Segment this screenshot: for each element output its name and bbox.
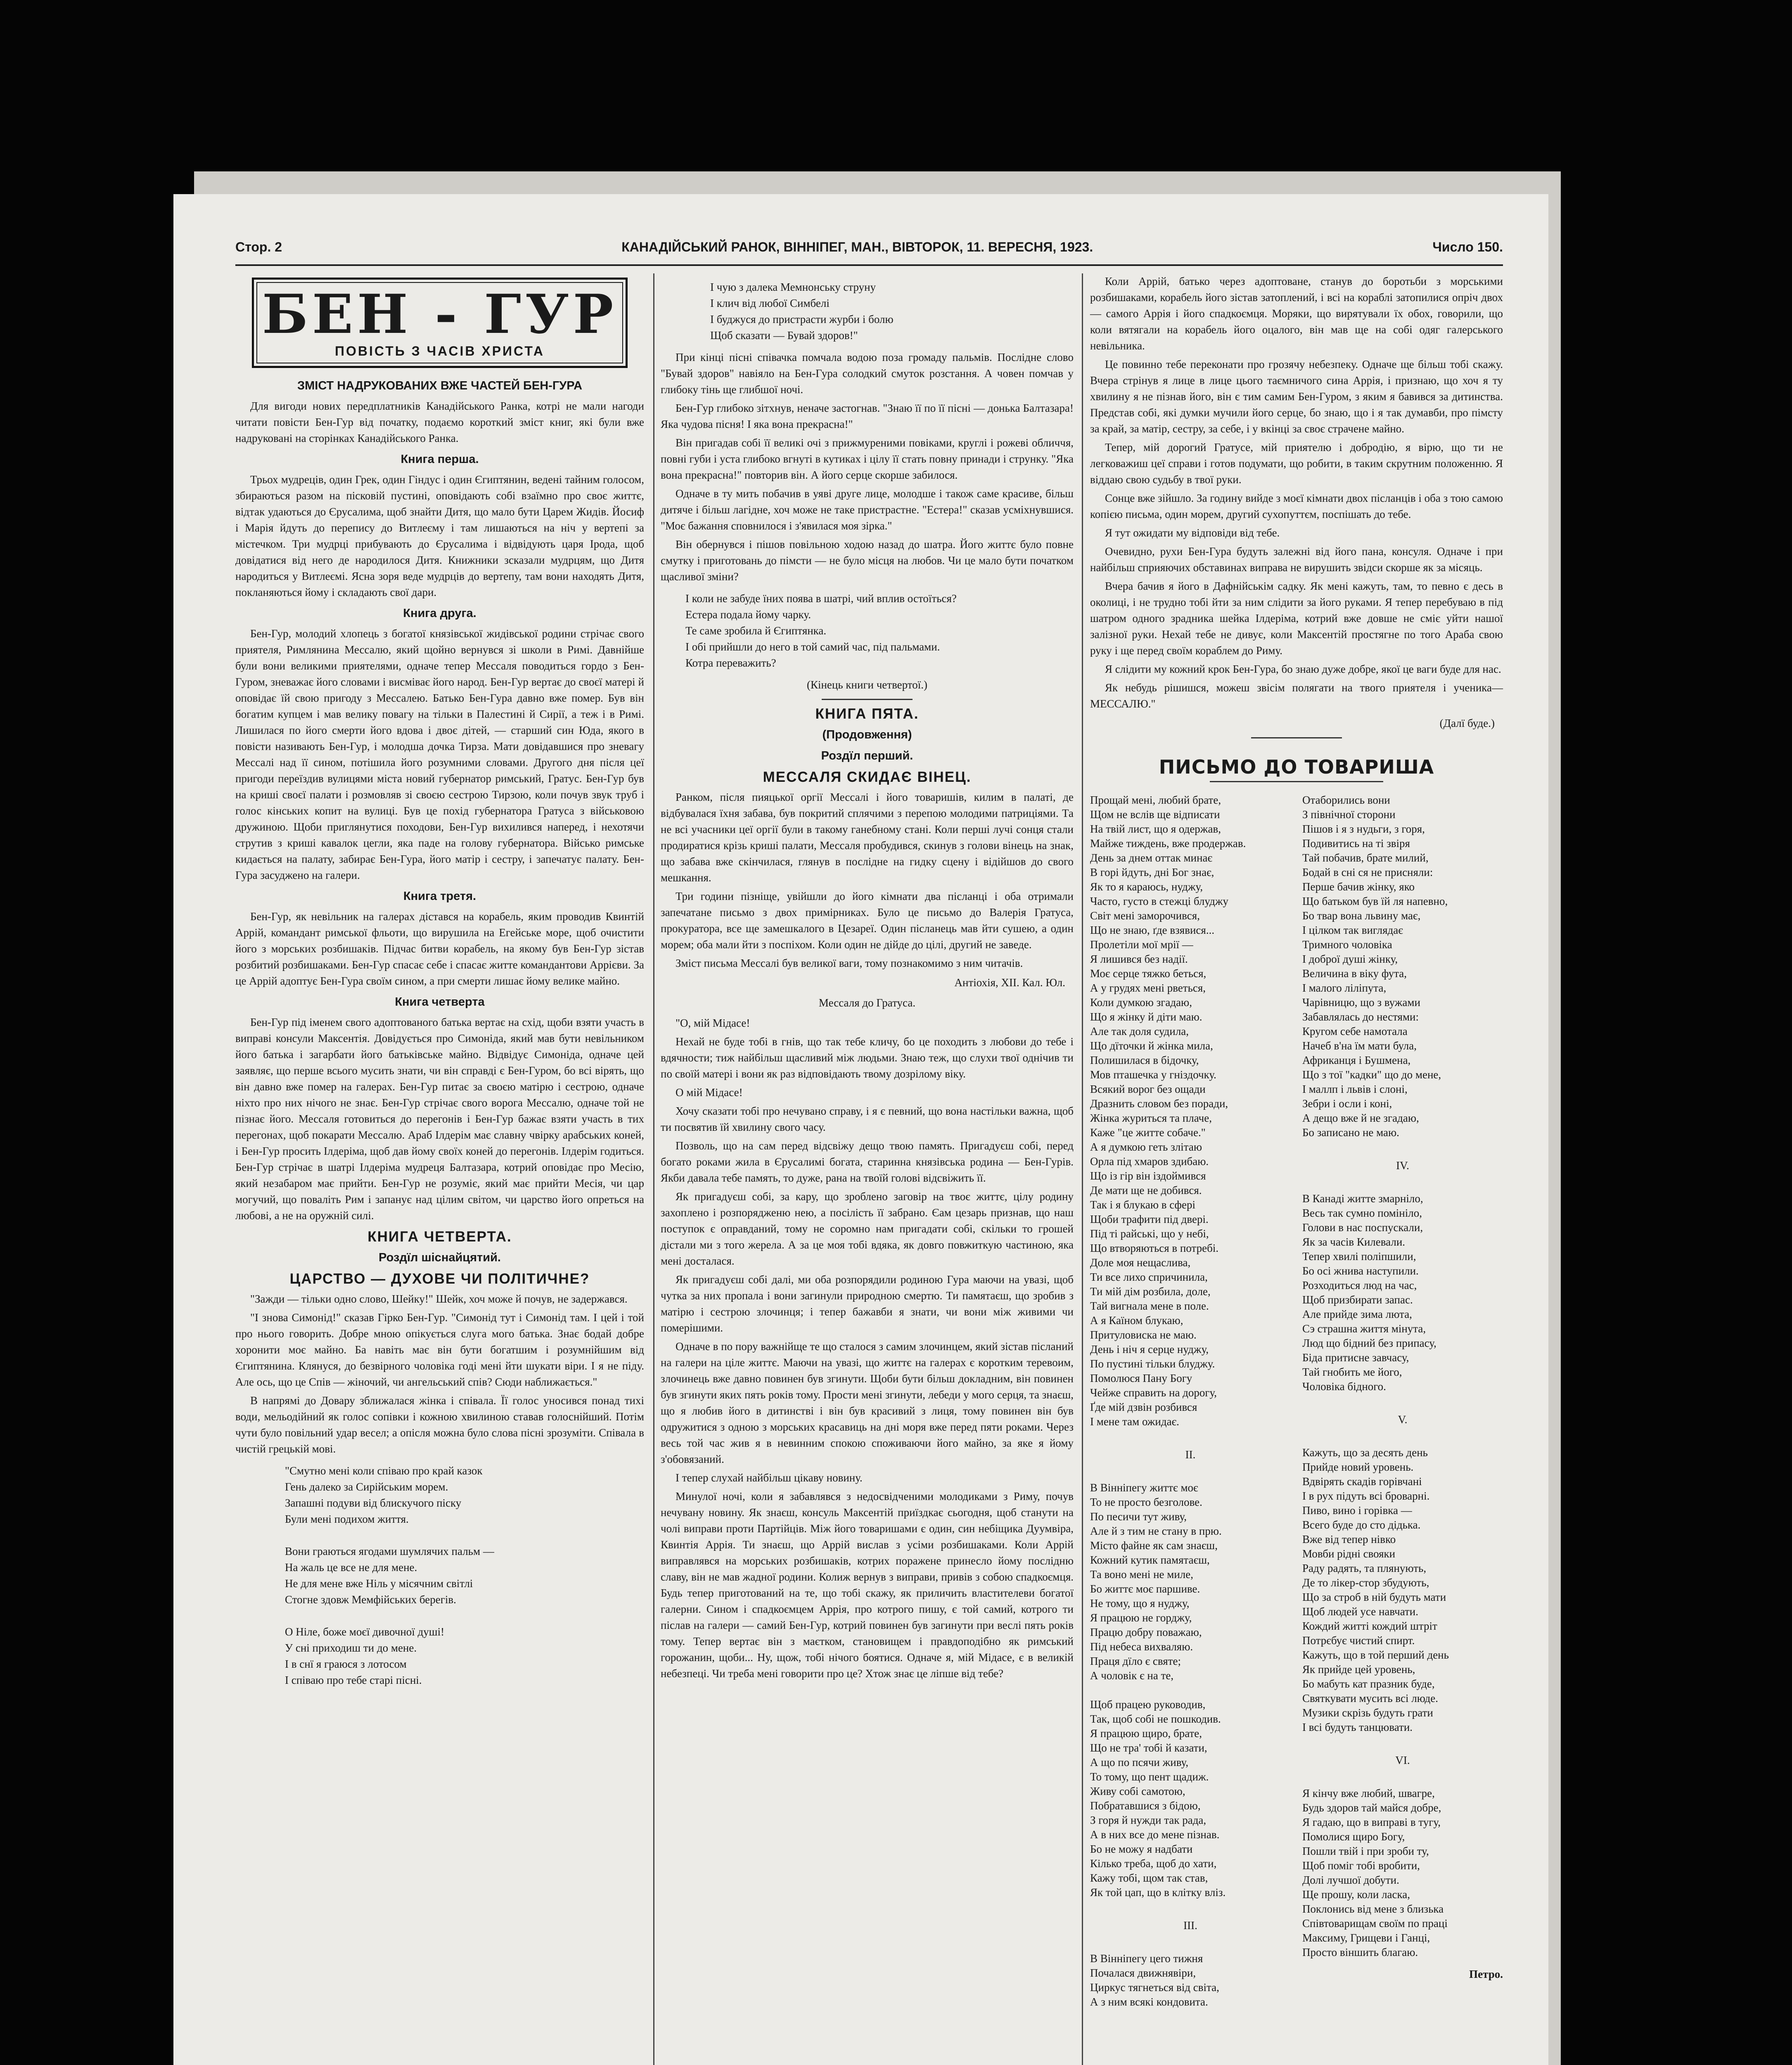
chapter-heading: Роздїл перший. <box>821 749 913 762</box>
poem-line: Бо записано не маю. <box>1302 1126 1399 1139</box>
poem-line: VI. <box>1395 1754 1410 1766</box>
poem-line: Так і я блукаю в сфері <box>1090 1199 1196 1211</box>
poem-line: Де мати ще не добився. <box>1090 1184 1202 1196</box>
poem-line: Вже від тепер нівко <box>1302 1533 1396 1545</box>
poem-line: По пустині тільки блуджу. <box>1090 1358 1215 1370</box>
poem-line: В Вінніпегу життє моє <box>1090 1481 1198 1494</box>
poem-line: Перше бачив жінку, яко <box>1302 881 1415 893</box>
poem-line: Прийде новий уровень. <box>1302 1461 1414 1473</box>
poem-line: Побратавшися з бідою, <box>1090 1799 1201 1812</box>
poem-line: Притуловиска не маю. <box>1090 1329 1197 1341</box>
poem-line: Я гадаю, що в виправі в тугу, <box>1302 1816 1441 1828</box>
poem-line: В Канаді житте змарніло, <box>1302 1192 1423 1205</box>
poem-line: Тай побачив, брате милий, <box>1302 852 1429 864</box>
letter-place-date: Антіохія, XII. Кал. Юл. <box>954 976 1065 989</box>
poem-line: А у грудях мені рветься, <box>1090 982 1206 994</box>
poem-line <box>1302 1772 1503 1786</box>
poem-line <box>1090 1900 1291 1914</box>
letter-paragraph: Сонце вже зійшло. За годину вийде з моєї кімнати двох післанців і оба з тою самою копією письма, один морем, другий сухопуттєм, поспішать до тебе. <box>1090 492 1503 520</box>
poem-line: Пиво, вино і горівка — <box>1302 1504 1412 1517</box>
poem-line: Місто файне як сам знаєш, <box>1090 1539 1218 1552</box>
poem-line: Поклонись від мене з близька <box>1302 1903 1444 1915</box>
poem-line: Сэ страшна життя мінута, <box>1302 1322 1426 1335</box>
poem-line <box>1302 1735 1503 1749</box>
poem-line: Пошли твій і при зроби ту, <box>1302 1845 1429 1857</box>
poem-line: Тай гнобить ме його, <box>1302 1366 1402 1378</box>
serial-title: БЕН - ГУР <box>262 282 618 346</box>
chapter-title: МЕССАЛЯ СКИДАЄ ВІНЕЦ. <box>763 769 972 785</box>
poem-line: Чейже справить на дорогу, <box>1090 1386 1217 1399</box>
poem-line: Розходиться люд на час, <box>1302 1279 1417 1291</box>
poem-line: І всі будуть танцювати. <box>1302 1721 1413 1733</box>
poem-line: Африканця і Бушмена, <box>1302 1054 1411 1066</box>
newspaper-page <box>173 194 1548 2065</box>
story-paragraph: "Зажди — тільки одно слово, Шейку!" Шейк, хоч може й почув, не задержався. <box>250 1293 628 1305</box>
poem-line: Я працюю щиро, брате, <box>1090 1727 1202 1740</box>
poem-line: Я лишився без надії. <box>1090 953 1188 965</box>
poem-line: Музики скрізь будуть грати <box>1302 1707 1433 1719</box>
poem-line: Що батьком був їй ля напевно, <box>1302 895 1448 907</box>
poem-line: Голови в нас поспускали, <box>1302 1221 1423 1234</box>
poem-line: Тепер хвилі поліпшили, <box>1302 1250 1416 1263</box>
verse-passage <box>661 591 1074 671</box>
story-paragraph: "І знова Симонід!" сказав Гірко Бен-Гур. "Симонід тут і Симонід там. І цей і той про нього говорить. Добре мною опікується слуга мого батька. Знає бодай добре хоронити моє майно. Ба навіть має він бути богатшим і розумнійшим від Єгиптянина. Клянуся, до безвірного чоловіка годі мені йти шукати віри. І я не піду. Але ось, що це Спів — жіночий, чи ангельський спів? Сюди наближається." <box>235 1311 644 1388</box>
masthead <box>235 240 1503 266</box>
poem-line: Але й з тим не стану в прю. <box>1090 1525 1222 1537</box>
poem-line: Орла під хмаров здибаю. <box>1090 1155 1209 1168</box>
poem-title-rule <box>1210 781 1383 782</box>
song-line: І клич від любої Симбелі <box>710 297 830 309</box>
poem-line: Кажу тобі, щом так став, <box>1090 1872 1208 1884</box>
poem-line: Помолися щиро Богу, <box>1302 1830 1405 1843</box>
story-paragraph: Він пригадав собі її великі очі з прижмуреними повіками, круглі і рожеві обличчя, повні губи і уста глибоко вгнуті в кутиках і цілу її стать повну принади і струнку. "Яка вона прекрасна!" повторив він. А його серце скорше забилося. <box>661 437 1074 481</box>
poem-line: Майже тиждень, вже продержав. <box>1090 837 1246 850</box>
poem-line: По песичи тут живу, <box>1090 1510 1187 1523</box>
poem-line: Кругом себе намотала <box>1302 1025 1408 1037</box>
poem-line: Пішов і я з нудьги, з горя, <box>1302 823 1425 835</box>
poem-line: Всякий ворог без ощади <box>1090 1083 1206 1095</box>
poem-line: Чарівницю, що з вужами <box>1302 996 1420 1009</box>
letter-paragraph: Як небудь рішишся, можеш звісім полягати на твого приятеля і ученика—МЕССАЛЮ." <box>1090 681 1503 710</box>
letter-paragraph: Одначе в по пору важнійще те що сталося з самим злочинцем, який зістав післаний на галери на ціле життє. Маючи на увазі, що життє на галерах є коротким теревоим, злочинець вже давно повинен був згинути. Щоби бути більш докладним, він повинен був згинути яких пять років тому. Прости мені згинути, лебеди у мого серця, та знаєш, що я любив його в дитинстві і він був красивий з лиця, тому повинен він був одружитися з одною з морських красавиць на дні моря вже перед пяти роками. Через весь той час жив я в невинним спокою споживаючи його майно, за яке я йому з'обовязаний. <box>661 1340 1074 1465</box>
story-paragraph: Він обернувся і пішов повільною ходою назад до шатра. Його життє було повне смутку і приготовань до пімсти — не було місця на любов. Чи це мало бути початком щасливої зміни? <box>661 538 1074 583</box>
poem-line: Бо твар вона львину має, <box>1302 909 1421 922</box>
verse-line: Котра переважить? <box>685 657 776 669</box>
poem-line: А чоловік є на те, <box>1090 1669 1174 1682</box>
poem-line: Святкувати мусить всі люде. <box>1302 1692 1438 1704</box>
poem-line: Бо осі жнива наступили. <box>1302 1265 1419 1277</box>
poem-line: Зебри і осли і коні, <box>1302 1097 1392 1110</box>
song-line: І співаю про тебе старі пісні. <box>285 1674 422 1686</box>
poem-line: Як то я караюсь, нуджу, <box>1090 881 1203 893</box>
poem-line: Що не тра' тобі й казати, <box>1090 1742 1207 1754</box>
poem-line: Але прийде зима люта, <box>1302 1308 1412 1320</box>
poem-line: Весь так сумно помініло, <box>1302 1207 1422 1219</box>
poem-line: А я думкою геть злітаю <box>1090 1141 1202 1153</box>
poem-signature: Петро. <box>1469 1968 1503 1980</box>
poem-line: І мене там ожидає. <box>1090 1415 1179 1428</box>
song-line: "Смутно мені коли співаю про край казок <box>285 1464 483 1477</box>
verse-line: Те саме зробила й Єгиптянка. <box>685 624 827 637</box>
poem-line: З північної сторони <box>1302 808 1396 821</box>
poem-line: З горя й нужди так рада, <box>1090 1814 1207 1826</box>
poem-line: Кілько треба, щоб до хати, <box>1090 1857 1217 1870</box>
poem-line <box>1090 1466 1291 1481</box>
poem-line: І доброї душі жінку, <box>1302 953 1398 965</box>
story-paragraph: Зміст письма Мессалі був великої ваги, тому познакомимо з ним читачів. <box>676 957 1023 969</box>
column-3 <box>1090 273 1503 2065</box>
letter-paragraph: Я тут ожидати му відповіди від тебе. <box>1105 527 1280 539</box>
poem-line: Кожний кутик памятаєш, <box>1090 1554 1210 1566</box>
poem-line: В горі йдуть, дні Бог знає, <box>1090 866 1214 878</box>
poem-line: День і ніч я серце нуджу, <box>1090 1343 1209 1355</box>
poem-line: Щоб працею руководив, <box>1090 1698 1206 1711</box>
poem-body <box>1090 793 1503 2009</box>
song-verses <box>235 1463 644 1688</box>
column-divider <box>1082 273 1083 2065</box>
poem-line: Потрєбує чистий спирт. <box>1302 1634 1415 1647</box>
letter-paragraph: Вчера бачив я його в Дафнійськім садку. Як мені кажуть, там, то певно є десь в околиці, і не трудно тобі йти за ним слідити за його руками. Я тепер перебуваю в під шатром одного зрадника шейка Ілдеріма, котрий вже довше не сміє уйти нашої залізної руки. Нехай тебе не дивує, коли Максентій простягне по того Араба свою руку і ще перед своїм кораблем до Риму. <box>1090 580 1503 657</box>
letter-paragraph: Очевидно, рухи Бен-Гура будуть залежні від його пана, консуля. Одначе і при найбільш сприяючих обставинах виправа не вирушить звідси скорше як за місяць. <box>1090 545 1503 574</box>
poem-line: Тримного чоловіка <box>1302 938 1392 951</box>
poem-line: Просто віншить благаю. <box>1302 1946 1418 1958</box>
story-paragraph: Одначе в ту мить побачив в уяві друге лице, молодше і також саме красиве, більш дитяче і більш лагідне, хоч може не таке пристрастне. "Естера!" сказав усміхнувшися. "Моє бажання сповнилося і з'явилася моя зірка." <box>661 487 1074 532</box>
poem-line: А з ним всякі кондовита. <box>1090 1996 1208 2008</box>
poem-line: Бодай в сні ся не присняли: <box>1302 866 1433 878</box>
poem-line: Подивитись на ті звіря <box>1302 837 1410 850</box>
poem-line: А що по псячи живу, <box>1090 1756 1189 1768</box>
poem-line: Що з тої "кадки" що до мене, <box>1302 1068 1441 1081</box>
poem-line: І маллп і львів і слоні, <box>1302 1083 1408 1095</box>
poem-line: А я Каїном блукаю, <box>1090 1314 1183 1327</box>
poem-line: Забавлялась до нестями: <box>1302 1011 1419 1023</box>
poem-line: Циркус тягнеться від світа, <box>1090 1981 1219 1994</box>
poem-line: Співтоварищам своїм по праці <box>1302 1917 1448 1930</box>
poem-line: Що дїточки й жінка мила, <box>1090 1040 1213 1052</box>
poem-line: Отаборились вони <box>1302 794 1390 806</box>
poem-line: Чоловіка бідного. <box>1302 1380 1386 1393</box>
letter-address: Мессаля до Гратуса. <box>818 997 916 1009</box>
poem-line: День за днем оттак минає <box>1090 852 1213 864</box>
song-line <box>235 1527 644 1543</box>
poem-line: То не просто безголове. <box>1090 1496 1202 1508</box>
poem-line: Долі лучшої добути. <box>1302 1874 1399 1886</box>
story-paragraph: Ранком, після пияцької оргії Мессалі і його товаришів, килим в палаті, де відбувалася їхня забава, був покритий сплячими з перепою молодими патриціями. Та не всі учасники цеї оргії були в такому ганебному стані. Коли перші лучі сонця стали продиратися крізь криші палати, Мессаля пробудився, скинув з голови вінець на знак, що забава вже скінчилася, глянув в послідне на гидку сцену і відійшов до свого мешкання. <box>661 791 1074 884</box>
poem-line: На твій лист, що я одержав, <box>1090 823 1221 835</box>
poem-line: Що за строб в ній будуть мати <box>1302 1591 1446 1603</box>
column-1 <box>235 273 644 2065</box>
book2-heading: Книга друга. <box>403 607 476 620</box>
poem-title: ПИСЬМО ДО ТОВАРИША <box>1159 756 1434 778</box>
end-of-book-note: (Кінець книги четвертої.) <box>806 679 927 691</box>
poem-line: Пролетіли мої мрії — <box>1090 938 1193 951</box>
letter-paragraph: Позволь, що на сам перед відсвіжу дещо твою память. Пригадуєш собі, перед богато роками жила в Єрусалимі богата, старинна князівська родина — Бен-Гурів. Якби давала тебе память, то дуже, рана на твоїй голові відсвіжить її. <box>661 1139 1074 1184</box>
poem-line: Що із гір він іздоймився <box>1090 1170 1206 1182</box>
book2-summary: Бен-Гур, молодий хлопець з богатої князівської жидівської родини стрічає свого приятеля, Римлянина Мессалю, який щойно вернувся зі школи в Римі. Давнійше були вони великими приятелями, одначе тепер Мессаля поводиться гордо з Бен-Гуром, зневажає його словами і висміває його народ. Бен-Гур вертає до своєї матері й оповідає їй свою пригоду з Мессалею. Батько Бен-Гура давно вже помер. Був він богатим купцем і мав велику повагу на тільки в Палестині й Сирії, а теж і в Римі. Лишилася по його смерти його вдова і двоє дітей, — старший син Юда, якого в повісти називають Бен-Гур, і молодша дочка Тирза. Мати довідавшися про зневагу Мессалі над її сином, потішила його розумними словами. Другого дня після цеї пригоди переїздив вулицями міста новий губернатор римський, Гратус. Бен-Гур був на криші своєї палати і розмовляв зі своєю сестрою Тирзою, коли почув звук труб і голос кінських копит на вулиці. Був це похід губернатора Гратуса з військовою дружиною. Щоби приглянутися походови, Бен-Гур вихилився наперед, і нехотячи струтив з криші кавалок цегли, яка паде на голову губернатора. Військо римське кидається на палату, забирає Бен-Гура, його матір і сестру, і запечатує палату. Бен-Гура засуджено на галери. <box>235 627 644 881</box>
song-line: Були мені подихом життя. <box>285 1513 409 1525</box>
poem-line: Щоб призбирати запас. <box>1302 1294 1413 1306</box>
song-line: У сні приходиш ти до мене. <box>285 1642 417 1654</box>
poem-line <box>1302 1431 1503 1446</box>
section-rule <box>1251 737 1342 738</box>
poem-line: Кождий житті кождий штріт <box>1302 1620 1437 1632</box>
story-paragraph: В напрямі до Довару зближалася жінка і співала. Її голос уносився понад тихі води, мельодійний як голос сопівки і кожною хвилиною ставав голоснійший. Потім чути було повільний удар весел; а опісля можна було слова пісні зрозуміти. Співала в чистій грецькій мові. <box>235 1394 644 1455</box>
poem-line <box>1090 1937 1291 1951</box>
poem-line: І малого ліліпута, <box>1302 982 1387 994</box>
book4-heading: Книга четверта <box>395 995 485 1009</box>
song-verses-continued <box>661 279 1074 344</box>
song-line: І чую з далека Мемнонську струну <box>710 281 876 293</box>
poem-line: Щоб поміг тобі вробити, <box>1302 1859 1420 1872</box>
poem-line: Я кінчу вже любий, швагре, <box>1302 1787 1435 1799</box>
letter-paragraph: І тепер слухай найбільш цікаву новину. <box>676 1472 863 1484</box>
song-line: На жаль це все не для мене. <box>285 1561 417 1574</box>
continuation-note: (Продовження) <box>822 728 912 741</box>
poem-line: V. <box>1398 1413 1408 1426</box>
song-line: І в снї я граюся з лотосом <box>285 1658 407 1670</box>
poem-line: Ще прошу, коли ласка, <box>1302 1888 1410 1901</box>
poem-line: То тому, що пент щадиж. <box>1090 1771 1209 1783</box>
book3-heading: Книга третя. <box>403 890 476 903</box>
poem-line: Мов пташечка у гніздочку. <box>1090 1068 1216 1081</box>
story-paragraph: Три години пізніще, увійшли до його кімнати два післанці і оба отримали запечатане письмо з двох примірниках. Було це письмо до Валерія Гратуса, прокуратора, все ще замешкалого в Цезареї. Один післанець мав йти сушею, а один морем; оба мали йти з поспіхом. Коли один не дійде до цілі, другий не заведе. <box>661 890 1074 951</box>
poem-line: Як прийде цей уровень, <box>1302 1663 1415 1676</box>
poem-line <box>1090 1683 1291 1697</box>
song-line <box>235 1608 644 1624</box>
book5-heading: КНИГА ПЯТА. <box>815 706 919 722</box>
book1-heading: Книга перша. <box>401 453 479 466</box>
poem-line: III. <box>1183 1919 1197 1932</box>
poem-line: Раду радять, та плянують, <box>1302 1562 1427 1574</box>
poem-line: Працю добру поважаю, <box>1090 1626 1202 1638</box>
song-line: Запашні подуви від блискучого піску <box>285 1497 462 1509</box>
poem-line: Всего буде до сто дідька. <box>1302 1519 1421 1531</box>
poem-line: Величина в віку фута, <box>1302 967 1407 980</box>
poem-line: Моє серце тяжко беться, <box>1090 967 1207 980</box>
poem-line: Я працюю не горджу, <box>1090 1612 1192 1624</box>
letter-paragraph: Хочу сказати тобі про нечувано справу, і я є певний, що вона настільки важна, щоб ти посвятив їй хвилину свого часу. <box>661 1105 1074 1133</box>
issue-number: Число 150. <box>1432 240 1503 254</box>
poem-line: Доле моя нещаслива, <box>1090 1256 1191 1269</box>
chapter-heading: Роздїл шіснайцятий. <box>379 1251 501 1264</box>
poem-line: Полишилася в бідочку, <box>1090 1054 1199 1066</box>
book1-summary: Трьох мудреців, один Грек, один Гіндус і один Єгиптянин, ведені тайним голосом, збираються разом на пісковій пустині, оповідають собі взаїмно про своє життє, відтак удаються до Єрусалима, щоб знайти Дитя, що мало бути Царем Жидів. Йосиф і Марія йдуть до перепису до Витлеєму і там лишаються на ніч у вертепі за містечком. Три мудрці прибувають до Єрусалима і відвідують царя Ірода, щоб довідатися від него де народилося Дитя. Книжники зсказали мудрцям, що Дитя народиться у Витлеємі. Ясна зоря веде мудрців до вертепу, там вони находять Дитя, покланяються йому і складають свої дари. <box>235 473 644 598</box>
poem-line: Коли думкою згадаю, <box>1090 996 1192 1009</box>
poem-line: Часто, густо в стежці блуджу <box>1090 895 1229 907</box>
poem-line: Тай вигнала мене в поле. <box>1090 1300 1209 1312</box>
poem-line: Під ті райські, що у небі, <box>1090 1227 1209 1240</box>
summary-intro: Для вигоди нових передплатників Канадійського Ранка, котрі не мали нагоди читати повісти Бен-Гур від початку, подаємо короткий зміст книг, які були вже надруковані на сторінках Канадійського Ранка. <box>235 400 644 444</box>
poem-line: А в них все до мене пізнав. <box>1090 1828 1220 1841</box>
poem-line: Щоби трафити під двері. <box>1090 1213 1209 1225</box>
poem-line: В Вінніпегу цего тижня <box>1090 1952 1203 1965</box>
poem-line: Жінка журиться та плаче, <box>1090 1112 1212 1124</box>
verse-line: Естера подала йому чарку. <box>685 608 811 621</box>
summary-heading: ЗМІСТ НАДРУКОВАНИХ ВЖЕ ЧАСТЕЙ БЕН-ГУРА <box>297 379 583 392</box>
poem-line: Люд що бідний без припасу, <box>1302 1337 1436 1349</box>
poem-line: Почалася движнявіри, <box>1090 1967 1196 1979</box>
poem-line: Бо не можу я надбати <box>1090 1843 1193 1855</box>
poem-line: Ґде мій дзвін розбився <box>1090 1401 1197 1413</box>
story-paragraph: Бен-Гур глибоко зітхнув, неначе застогнав. "Знаю її по її пісні — донька Балтазара! Яка чудова пісня! І яка вона прекрасна!" <box>661 402 1074 430</box>
poem-line: Ти все лихо спричинила, <box>1090 1271 1208 1283</box>
song-line: О Ніле, боже моєї дивочної душі! <box>285 1626 445 1638</box>
poem-line: II. <box>1185 1448 1196 1461</box>
book4-section-heading: КНИГА ЧЕТВЕРТА. <box>367 1229 512 1245</box>
poem-line: Так, щоб собі не пошкодив. <box>1090 1713 1221 1725</box>
poem-line: Кажуть, що за десять день <box>1302 1446 1428 1459</box>
poem-line: Не тому, що я нуджу, <box>1090 1597 1190 1609</box>
section-rule <box>822 699 913 700</box>
poem-line <box>1302 1140 1503 1154</box>
poem-line: Живу собі самотою, <box>1090 1785 1185 1797</box>
letter-salutation: "О, мій Мідасе! <box>676 1017 750 1029</box>
poem-line: Світ мені заморочився, <box>1090 909 1200 922</box>
poem-column-left <box>1090 793 1291 2009</box>
verse-line: І обі прийшли до него в той самий час, під пальмами. <box>685 641 940 653</box>
poem-line: Біда притисне завчасу, <box>1302 1351 1409 1364</box>
poem-line: Вдвірять скадів горівчані <box>1302 1475 1422 1488</box>
poem-line: Щом не вслів ще відписати <box>1090 808 1220 821</box>
column-2 <box>661 273 1074 2065</box>
letter-paragraph: Як пригадуєш собі, за кару, що зроблено заговір на твоє життє, цілу родину захоплено і розпорядженю нею, а посілість її забрано. Єам цезарь признав, що наш поступок є оправданий, тому не соромно нам пригадати собі, скільки то грошей дістали ми з того жерела. А за це моя тобі вдяка, як довго повжиткую частиною, яка мені досталася. <box>661 1190 1074 1267</box>
poem-line: Що не знаю, ґде взявися... <box>1090 924 1215 936</box>
poem-line: Що я жінку й діти маю. <box>1090 1011 1202 1023</box>
columns <box>235 273 1503 2065</box>
story-paragraph: При кінці пісні співачка помчала водою поза громаду пальмів. Послідне слово "Бувай здоров" навіяло на Бен-Гура солодкий смуток розстання. А човен помчав у глибоку тінь ще глибшої ночі. <box>661 351 1074 396</box>
poem-line: Та воно мені не миле, <box>1090 1568 1194 1581</box>
poem-line: Максиму, Грищеви і Ганці, <box>1302 1932 1430 1944</box>
chapter-title: ЦАРСТВО — ДУХОВЕ ЧИ ПОЛІТИЧНЕ? <box>289 1271 590 1287</box>
letter-paragraph: Це повинно тебе переконати про грозячу небезпеку. Одначе ще більш тобі скажу. Вчера стрінув я лице в лице цього таємничого сина Аррія, і признаю, що хоч я ту хвилину я не пізнав його, він є тим самим Бен-Гуром, з яким я бавився за дитинства. Представ собі, які думки мучили його серце, бо знаю, що і я так думавби, про пімсту за край, за матір, сестру, за себе, і у вкінці за своє страчене майно. <box>1090 358 1503 435</box>
newspaper-dateline: КАНАДІЙСЬКИЙ РАНОК, ВІННІПЕГ, МАН., ВІВТОРОК, 11. ВЕРЕСНЯ, 1923. <box>621 240 1093 254</box>
letter-paragraph: Як пригадуєш собі далі, ми оба розпорядили родиною Гура маючи на увазі, щоб чутка за них пропала і вони загинули природною смертю. Ти памятаєш, що зробив з матірю і сестрою злочинця; і тепер бажавби я знати, чи вони між живими чи померішими. <box>661 1273 1074 1334</box>
poem-line: Бо мабуть кат празник буде, <box>1302 1678 1435 1690</box>
poem-line: Як за часів Килевали. <box>1302 1236 1406 1248</box>
poem-line <box>1302 1177 1503 1192</box>
poem-line: Помолюся Пану Богу <box>1090 1372 1192 1384</box>
poem-line: Ти мій дім розбила, доле, <box>1090 1285 1211 1298</box>
poem-line: Мовби рідні свояки <box>1302 1548 1396 1560</box>
song-line: Стогне здовж Мемфійських берегів. <box>285 1593 456 1606</box>
poem-line: А дещо вже й не згадаю, <box>1302 1112 1419 1124</box>
poem-line: Дразнить словом без поради, <box>1090 1097 1228 1110</box>
poem-line: Праця дїло є святе; <box>1090 1655 1181 1667</box>
poem-line: Кажуть, що в той перший день <box>1302 1649 1449 1661</box>
letter-paragraph: Коли Аррій, батько через адоптоване, станув до боротьби з морськими розбишаками, корабель його зістав затоплений, і всі на кораблі затопилися опріч двох — самого Аррія і його спадкоємця. Моряки, що вирятували їх обох, говорили, що коли вятягали на корабель його оцалого, він мав ще на собі одяг галерського невільника. <box>1090 275 1503 352</box>
letter-paragraph: Минулої ночі, коли я забавлявся з недосвідченими молодиками з Риму, почув нечувану новину. Як знаєш, консуль Максентій приїздкає сьогодня, щоб станути на чолі виправи проти Партійців. Між його товаришами є один, син небіщика Дуумвіра, Квинтія Аррія. Ти знаєш, що Аррій вислав з усіми розбишаками. Коли Аррій виправлявся на морських розбишаків, котрих поражене принесло йому послідню славу, він не мав жадної родини. Колиж вернув з виправи, привів з собою спадкоємця. Будь тепер приготований на те, що тобі скажу, як приличить властителеви богатої галерни. Сином і спадкоємцем Аррія, про котрого пишу, є той самий, котрого ти післав на галери — самий Бен-Гур, котрий повинен був загинути при веслі пять років тому. Тепер вертає він з маєтком, становищем і правдоподібно як римський горожанин, щоби... Ну, щож, тобі нічого боятися. Одначе я, мій Мідасе, є в великій небезпеці. Чи треба мені говорити про це? Хтож знає це ліпше від тебе? <box>661 1490 1074 1680</box>
poem-line: І цілком так виглядає <box>1302 924 1403 936</box>
poem-line: Будь здоров тай майся добре, <box>1302 1802 1441 1814</box>
letter-paragraph: Тепер, мій дорогий Гратусе, мій приятелю і добродію, я вірю, що ти не легковажиш цеї справи і готов подумати, що робити, в таким скрутним положенню. Я віддаю свою судьбу в твої руки. <box>1090 441 1503 486</box>
poem-line: Каже "це житте собаче." <box>1090 1126 1206 1139</box>
poem-line <box>1302 1394 1503 1408</box>
poem-line: Прощай мені, любий брате, <box>1090 794 1221 806</box>
letter-paragraph: Я слідити му кожний крок Бен-Гура, бо знаю дуже добре, якої це ваги буде для нас. <box>1105 663 1501 675</box>
poem-line: Але так доля судила, <box>1090 1025 1189 1037</box>
poem-line: Бо життє моє паршиве. <box>1090 1583 1200 1595</box>
song-line: Щоб сказати — Бувай здоров!" <box>710 329 858 342</box>
letter-paragraph: О мій Мідасе! <box>676 1086 743 1099</box>
poem-line: Як той цап, що в клітку вліз. <box>1090 1886 1226 1899</box>
serial-title-box <box>252 278 628 368</box>
song-line: Вони граються ягодами шумлячих пальм — <box>285 1545 494 1557</box>
poem-line: IV. <box>1396 1159 1409 1172</box>
poem-line <box>1090 1429 1291 1443</box>
poem-line: І в рух підуть всі броварні. <box>1302 1490 1430 1502</box>
serial-subtitle: ПОВІСТЬ З ЧАСІВ ХРИСТА <box>334 344 545 358</box>
book3-summary: Бен-Гур, як невільник на галерах дістався на корабель, яким проводив Квинтій Аррій, командант римської фльоти, що вирушила на Егейське море, щоб очистити його з морських розбишаків. Підчас битви корабель, на якому був Бен-Гур зістав розбитий розбишаками. Бен-Гур спасає себе і спасає житте командантови Аррієви. За це Аррій адоптує Бен-Гура своїм сином, а при смерти лишає йому велике майно. <box>235 910 644 987</box>
poem-line: Щоб людей усе навчати. <box>1302 1605 1418 1618</box>
verse-line: І коли не забуде їних поява в шатрі, чий вплив остоїться? <box>685 592 957 605</box>
poem-line: Начеб в'на їм мати була, <box>1302 1040 1417 1052</box>
column-divider <box>653 273 654 2065</box>
poem-line: Під небеса вихваляю. <box>1090 1640 1193 1653</box>
poem-line: Що втворяються в потребі. <box>1090 1242 1219 1254</box>
page-number: Стор. 2 <box>235 240 282 254</box>
poem-line: Де то лікер-стор збудують, <box>1302 1576 1429 1589</box>
letter-paragraph: Нехай не буде тобі в гнів, що так тебе кличу, бо це походить з любови до тебе і вдячности; тиж найбільш щасливий між людьми. Знаю теж, що слухи твої однічив ти по своїй матері і вони як раз відповідають твому дозрілому віку. <box>661 1035 1074 1080</box>
song-line: Не для мене вже Ніль у місячним світлі <box>285 1577 473 1590</box>
song-line: І буджуся до пристрасти журби і болю <box>710 313 894 325</box>
book4-summary: Бен-Гур під іменем свого адоптованого батька вертає на схід, щоби взяти участь в виправі консули Максентія. Довідується про Симоніда, який мав бути невільником його батька і загарбати його батьківське майно. Відвідує Симоніда, одначе цей заявляє, що перше всього мусить знати, чи він справді є Бен-Гуром, бо всі вірять, що він давно вже помер на галерах. Бен-Гур питає за своєю матірю і сестрою, одначе ніхто про них нічого не знає. Бен-Гур стрічає свого ворога Мессалю, одначе той не пізнає його. Мессаля готовиться до перегонів і Бен-Гур бажає взяти участь в тих перегонах, щоб покарати Мессалю. Араб Ілдерім має славну чвірку арабських коней, і Бен-Гур просить Ілдеріма, щоб дав йому своїх коней до перегонів. Ілдерім годиться. Бен-Гур стрічає в шатрі Ілдеріма мудреця Балтазара, котрий оповідає про Месію, який незабаром має прийти. Бен-Гур не розуміє, який має прийти Месія, чи цар могучий, що поваліть Рим і запанує над цілим світом, чи царство його опреться на любові, а не на оружній силі. <box>235 1016 644 1222</box>
poem-column-right <box>1302 793 1503 2009</box>
to-be-continued: (Далї буде.) <box>1439 717 1495 729</box>
song-line: Гень далеко за Сирійським морем. <box>285 1481 448 1493</box>
